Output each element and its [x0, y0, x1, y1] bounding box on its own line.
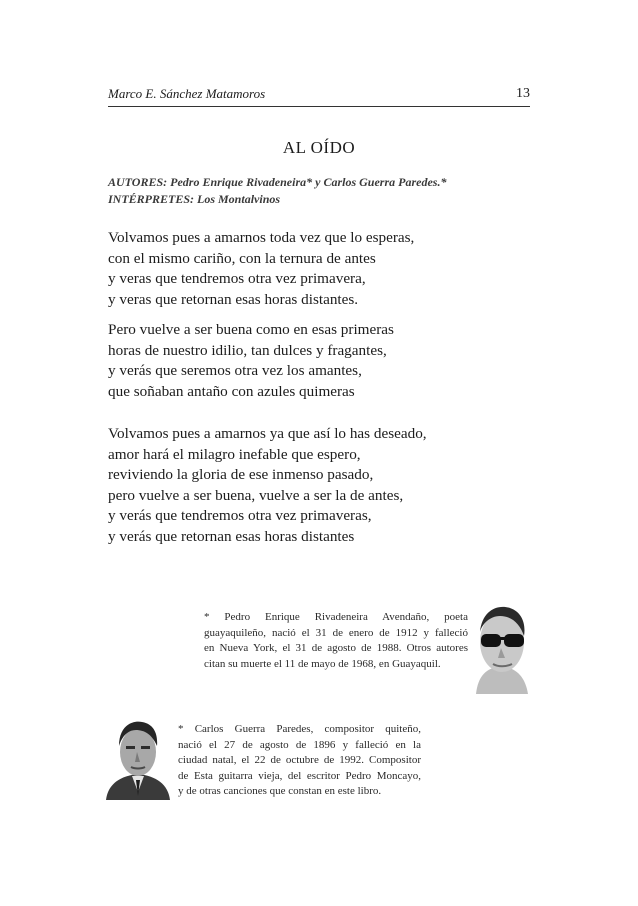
- verse-line: y verás que retornan esas horas distantes: [108, 527, 355, 545]
- verse-line: reviviendo la gloria de ese inmenso pasado,: [108, 466, 374, 483]
- footnote-line: * Pedro Enrique Rivadeneira Avendaño, poeta: [204, 611, 468, 623]
- verse-line: y verás que tendremos otra vez primaveras,: [108, 507, 372, 524]
- footnote-line: guayaquileño, nació el 31 de enero de 1912 y falleció: [204, 626, 468, 639]
- verse-line: con el mismo cariño, con la ternura de antes: [108, 249, 376, 267]
- footnote-line: de Esta guitarra vieja, del escritor Pedro Moncayo,: [178, 769, 421, 782]
- footnote-line: citan su muerte el 11 de mayo de 1968, en Guayaquil.: [204, 657, 441, 670]
- verse-line: amor hará el milagro inefable que espero,: [108, 445, 361, 463]
- verse-line: y veras que tendremos otra vez primavera,: [108, 270, 366, 287]
- verse-line: horas de nuestro idilio, tan dulces y fragantes,: [108, 341, 387, 359]
- song-credits: [108, 174, 538, 208]
- verse-line: y veras que retornan esas horas distantes.: [108, 290, 359, 308]
- verse-line: Volvamos pues a amarnos toda vez que lo esperas,: [108, 229, 415, 246]
- running-header: [108, 86, 530, 107]
- footnote-line: nació el 27 de agosto de 1896 y falleció en la: [178, 738, 421, 751]
- stanza-2: [108, 320, 538, 402]
- footnote-guerra: [178, 722, 421, 800]
- stanza-3: [108, 424, 538, 547]
- footnote-line: * Carlos Guerra Paredes, compositor quiteño,: [178, 723, 421, 735]
- footnote-line: ciudad natal, el 22 de octubre de 1992. Compositor: [178, 754, 421, 767]
- footnote-line: y de otras canciones que constan en este libro.: [178, 785, 382, 798]
- stanza-1: [108, 228, 538, 310]
- verse-line: Pero vuelve a ser buena como en esas primeras: [108, 321, 394, 338]
- verse-line: y verás que seremos otra vez los amantes,: [108, 362, 362, 379]
- footnote-line: en Nueva York, el 31 de agosto de 1988. Otros autores: [204, 642, 468, 655]
- verse-line: pero vuelve a ser buena, vuelve a ser la de antes,: [108, 486, 404, 504]
- page-number: 13: [516, 86, 530, 101]
- portrait-photo-rivadeneira: [470, 602, 532, 694]
- portrait-photo-guerra: [106, 718, 170, 800]
- verse-line: Volvamos pues a amarnos ya que así lo has deseado,: [108, 425, 427, 442]
- performers-line: INTÉRPRETES: Los Montalvinos: [108, 192, 281, 206]
- verse-line: que soñaban antaño con azules quimeras: [108, 382, 355, 400]
- authors-line: AUTORES: Pedro Enrique Rivadeneira* y Carlos Guerra Paredes.*: [108, 175, 447, 189]
- footnote-rivadeneira: [204, 610, 468, 672]
- song-title: AL OÍDO: [282, 138, 356, 157]
- header-author: Marco E. Sánchez Matamoros: [108, 86, 266, 101]
